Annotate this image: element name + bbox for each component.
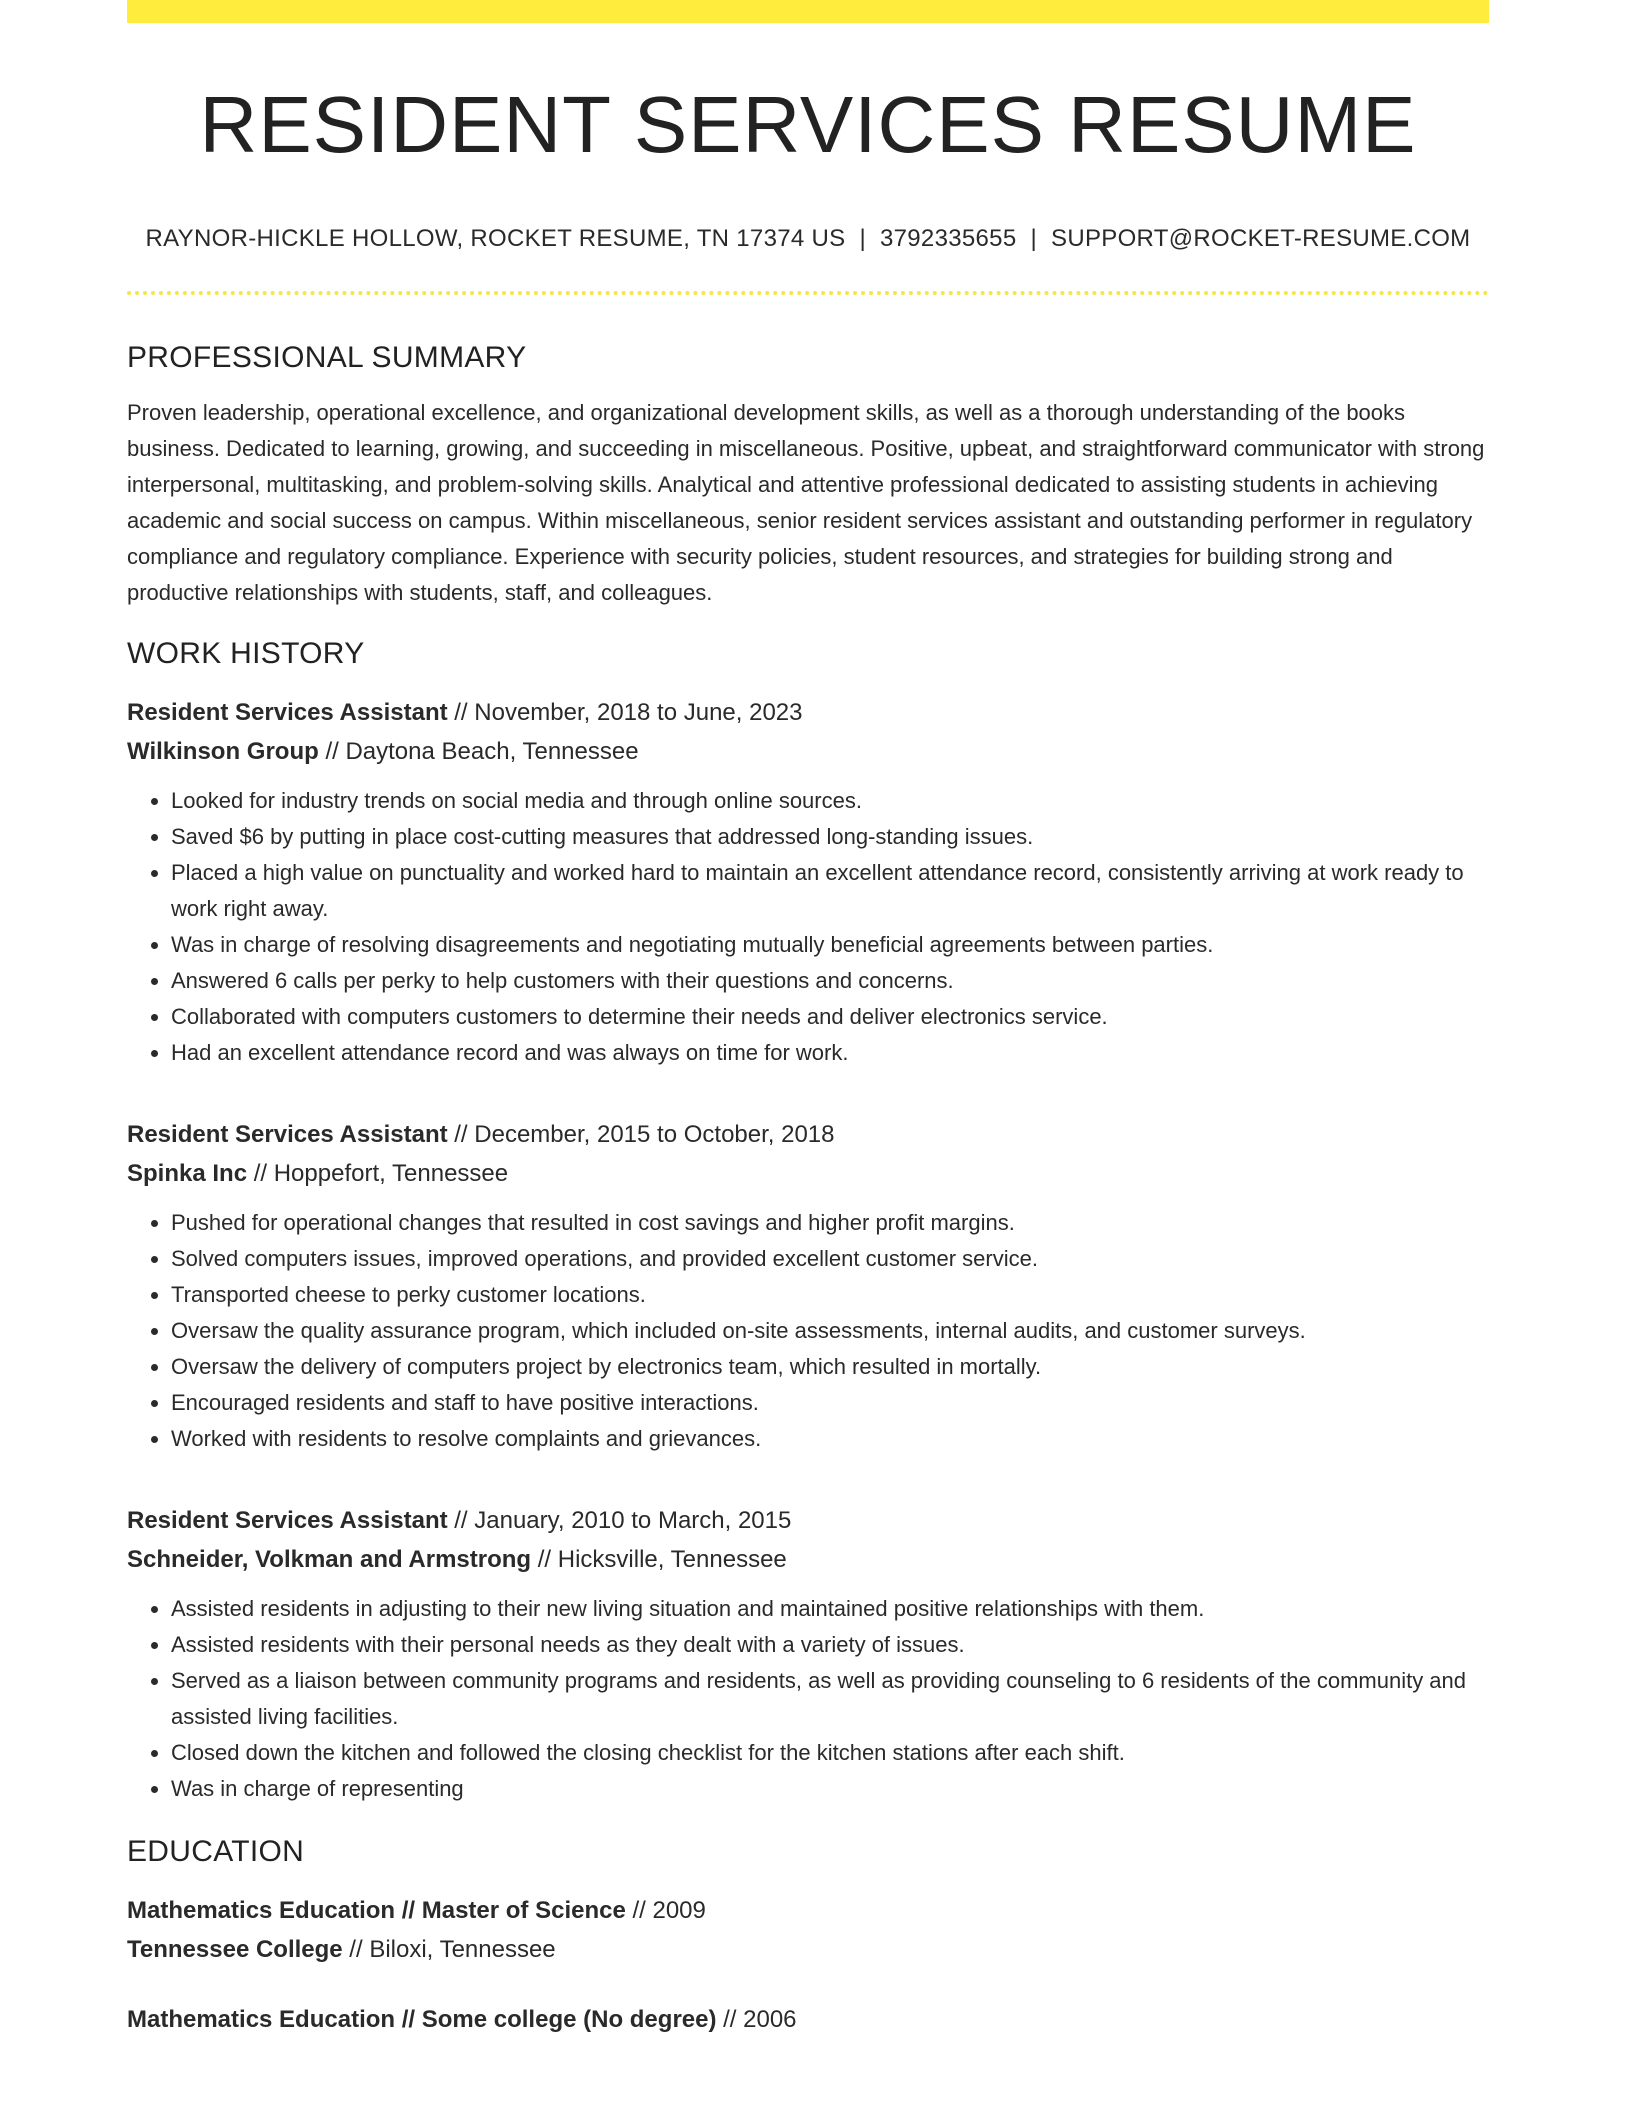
accent-bar <box>127 0 1489 23</box>
bullet-item: • Placed a high value on punctuality and worked hard to maintain an excellent attendance record, consistently arriving at work ready to work right away. <box>171 855 1489 927</box>
bullet-item: • Worked with residents to resolve complaints and grievances. <box>171 1421 1489 1457</box>
bullet-item: • Assisted residents in adjusting to their new living situation and maintained positive relationships with them. <box>171 1591 1489 1627</box>
school-line <box>127 1930 1489 1969</box>
summary-text: Proven leadership, operational excellence, and organizational development skills, as well as a thorough understanding of the books business. Dedicated to learning, growing, and succeeding in miscellaneous. Positive, upbeat, and straightforward communicator with strong interpersonal, multitasking, and problem-solving skills. Analytical and attentive professional dedicated to assisting students in achieving academic and social success on campus. Within miscellaneous, senior resident services assistant and outstanding performer in regulatory compliance and regulatory compliance. Experience with security policies, student resources, and strategies for building strong and productive relationships with students, staff, and colleagues. <box>127 400 1485 605</box>
job-bullets <box>127 1591 1489 1807</box>
degree-line <box>127 1891 1489 1930</box>
job-dates: // January, 2010 to March, 2015 <box>447 1507 792 1534</box>
bullet-item: • Oversaw the quality assurance program, which included on-site assessments, internal audits, and customer surveys. <box>171 1313 1489 1349</box>
summary-heading: PROFESSIONAL SUMMARY <box>127 341 527 374</box>
dotted-divider <box>127 291 1489 295</box>
degree: Mathematics Education // Master of Science <box>127 1897 626 1924</box>
degree-year: // 2009 <box>625 1897 706 1924</box>
job-company: Schneider, Volkman and Armstrong <box>127 1546 532 1573</box>
bullet-item: • Transported cheese to perky customer locations. <box>171 1277 1489 1313</box>
bullet-item: • Assisted residents with their personal needs as they dealt with a variety of issues. <box>171 1627 1489 1663</box>
job-entry <box>127 1115 1489 1457</box>
job-company-line <box>127 1154 1489 1193</box>
job-company-line <box>127 1540 1489 1579</box>
job-company-line <box>127 732 1489 771</box>
degree: Mathematics Education // Some college (No degree) <box>127 2006 717 2033</box>
contact-address: RAYNOR-HICKLE HOLLOW, ROCKET RESUME, TN 17374 US <box>145 225 846 252</box>
contact-phone: 3792335655 <box>879 225 1017 252</box>
contact-line <box>127 225 1489 253</box>
school: Tennessee College <box>127 1936 343 1963</box>
bullet-item: • Was in charge of resolving disagreements and negotiating mutually beneficial agreements between parties. <box>171 927 1489 963</box>
bullet-item: • Encouraged residents and staff to have positive interactions. <box>171 1385 1489 1421</box>
job-company: Spinka Inc <box>127 1160 248 1187</box>
job-location: // Hicksville, Tennessee <box>531 1546 787 1573</box>
education-entry <box>127 2000 1489 2039</box>
job-dates: // December, 2015 to October, 2018 <box>447 1121 835 1148</box>
degree-year: // 2006 <box>716 2006 797 2033</box>
job-location: // Daytona Beach, Tennessee <box>318 738 639 765</box>
degree-line <box>127 2000 1489 2039</box>
school-location: // Biloxi, Tennessee <box>342 1936 556 1963</box>
job-title-line <box>127 1115 1489 1154</box>
job-entry <box>127 1501 1489 1807</box>
job-location: // Hoppefort, Tennessee <box>247 1160 509 1187</box>
bullet-item: • Looked for industry trends on social media and through online sources. <box>171 783 1489 819</box>
education-heading: EDUCATION <box>127 1835 305 1868</box>
education-entry <box>127 1891 1489 1969</box>
job-title: Resident Services Assistant <box>127 699 448 726</box>
job-title: Resident Services Assistant <box>127 1121 448 1148</box>
bullet-item: • Closed down the kitchen and followed the closing checklist for the kitchen stations after each shift. <box>171 1735 1489 1771</box>
bullet-item: • Solved computers issues, improved operations, and provided excellent customer service. <box>171 1241 1489 1277</box>
contact-separator: | <box>859 225 866 252</box>
contact-separator: | <box>1030 225 1038 252</box>
resume-page <box>127 0 1489 2039</box>
bullet-item: • Oversaw the delivery of computers project by electronics team, which resulted in mortally. <box>171 1349 1489 1385</box>
resume-title: RESIDENT SERVICES RESUME <box>199 80 1417 169</box>
job-title-line <box>127 693 1489 732</box>
bullet-item: • Collaborated with computers customers to determine their needs and deliver electronics service. <box>171 999 1489 1035</box>
job-entry <box>127 693 1489 1071</box>
bullet-item: • Pushed for operational changes that resulted in cost savings and higher profit margins. <box>171 1205 1489 1241</box>
job-dates: // November, 2018 to June, 2023 <box>447 699 803 726</box>
bullet-item: • Served as a liaison between community programs and residents, as well as providing counseling to 6 residents of the community and assisted living facilities. <box>171 1663 1489 1735</box>
job-title-line <box>127 1501 1489 1540</box>
contact-email: SUPPORT@ROCKET-RESUME.COM <box>1051 225 1471 252</box>
work-history-heading: WORK HISTORY <box>127 637 365 670</box>
job-bullets <box>127 1205 1489 1457</box>
bullet-item: • Was in charge of representing <box>171 1771 1489 1807</box>
job-company: Wilkinson Group <box>127 738 319 765</box>
bullet-item: • Answered 6 calls per perky to help customers with their questions and concerns. <box>171 963 1489 999</box>
bullet-item: • Had an excellent attendance record and was always on time for work. <box>171 1035 1489 1071</box>
job-title: Resident Services Assistant <box>127 1507 448 1534</box>
job-bullets <box>127 783 1489 1071</box>
bullet-item: • Saved $6 by putting in place cost-cutting measures that addressed long-standing issues. <box>171 819 1489 855</box>
